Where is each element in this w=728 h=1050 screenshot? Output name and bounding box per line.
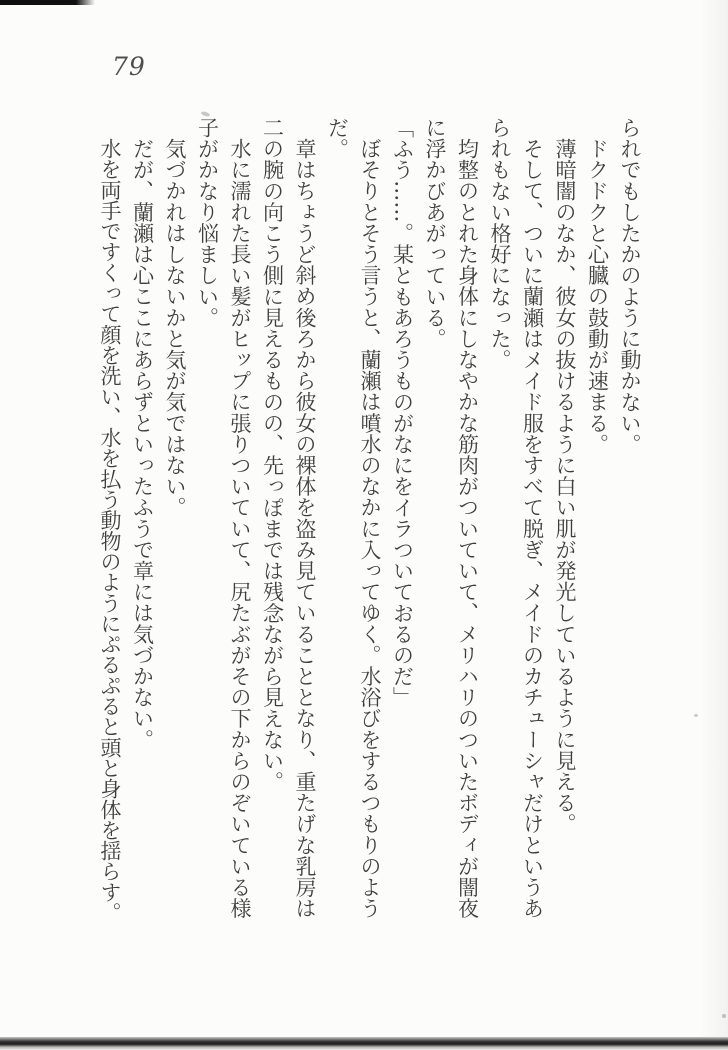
scan-artifact-bottom-edge: [0, 1037, 728, 1050]
scan-speck: [722, 1014, 726, 1018]
paragraph: 「ふう……。某ともあろうものがなにをイラついておるのだ」: [390, 117, 415, 708]
paragraph: 気づかれはしないかと気が気ではない。: [163, 138, 187, 518]
page-number: 79: [112, 52, 146, 81]
paragraph: 章はちょうど斜め後ろから彼女の裸体を盗み見ていることとなり、重たげな乳房は二の腕の向こう側に見えるものの、先っぽまでは残念ながら見えない。: [260, 117, 317, 919]
scan-speck: [694, 714, 698, 717]
paragraph: 薄暗闇のなか、彼女の抜けるように白い肌が発光しているように見える。: [553, 138, 577, 835]
paragraph: られでもしたかのように動かない。: [618, 117, 642, 455]
paragraph: そして、ついに蘭瀬はメイド服をすべて脱ぎ、メイドのカチューシャだけというあられもない格好になった。: [488, 117, 545, 919]
scan-artifact-top-edge: [0, 0, 95, 5]
paragraph: ドクドクと心臓の鼓動が速まる。: [585, 138, 610, 455]
paragraph: ぼそりとそう言うと、蘭瀬は噴水のなかに入ってゆく。水浴びをするつもりのようだ。: [325, 117, 382, 919]
paragraph: 水を両手ですくって顔を洗い、水を払う動物のようにぷるぷると頭と身体を揺らす。: [98, 138, 122, 923]
paragraph: 均整のとれた身体にしなやかな筋肉がついていて、メリハリのついたボディが闇夜に浮かびあがっている。: [423, 117, 480, 919]
text-body: [94, 117, 647, 927]
paragraph: 水に濡れた長い髪がヒップに張りついていて、尻たぶがその下からのぞいている様子がかなり悩ましい。: [195, 117, 252, 919]
paragraph: だが、蘭瀬は心ここにあらずといったふうで章には気づかない。: [130, 138, 155, 750]
